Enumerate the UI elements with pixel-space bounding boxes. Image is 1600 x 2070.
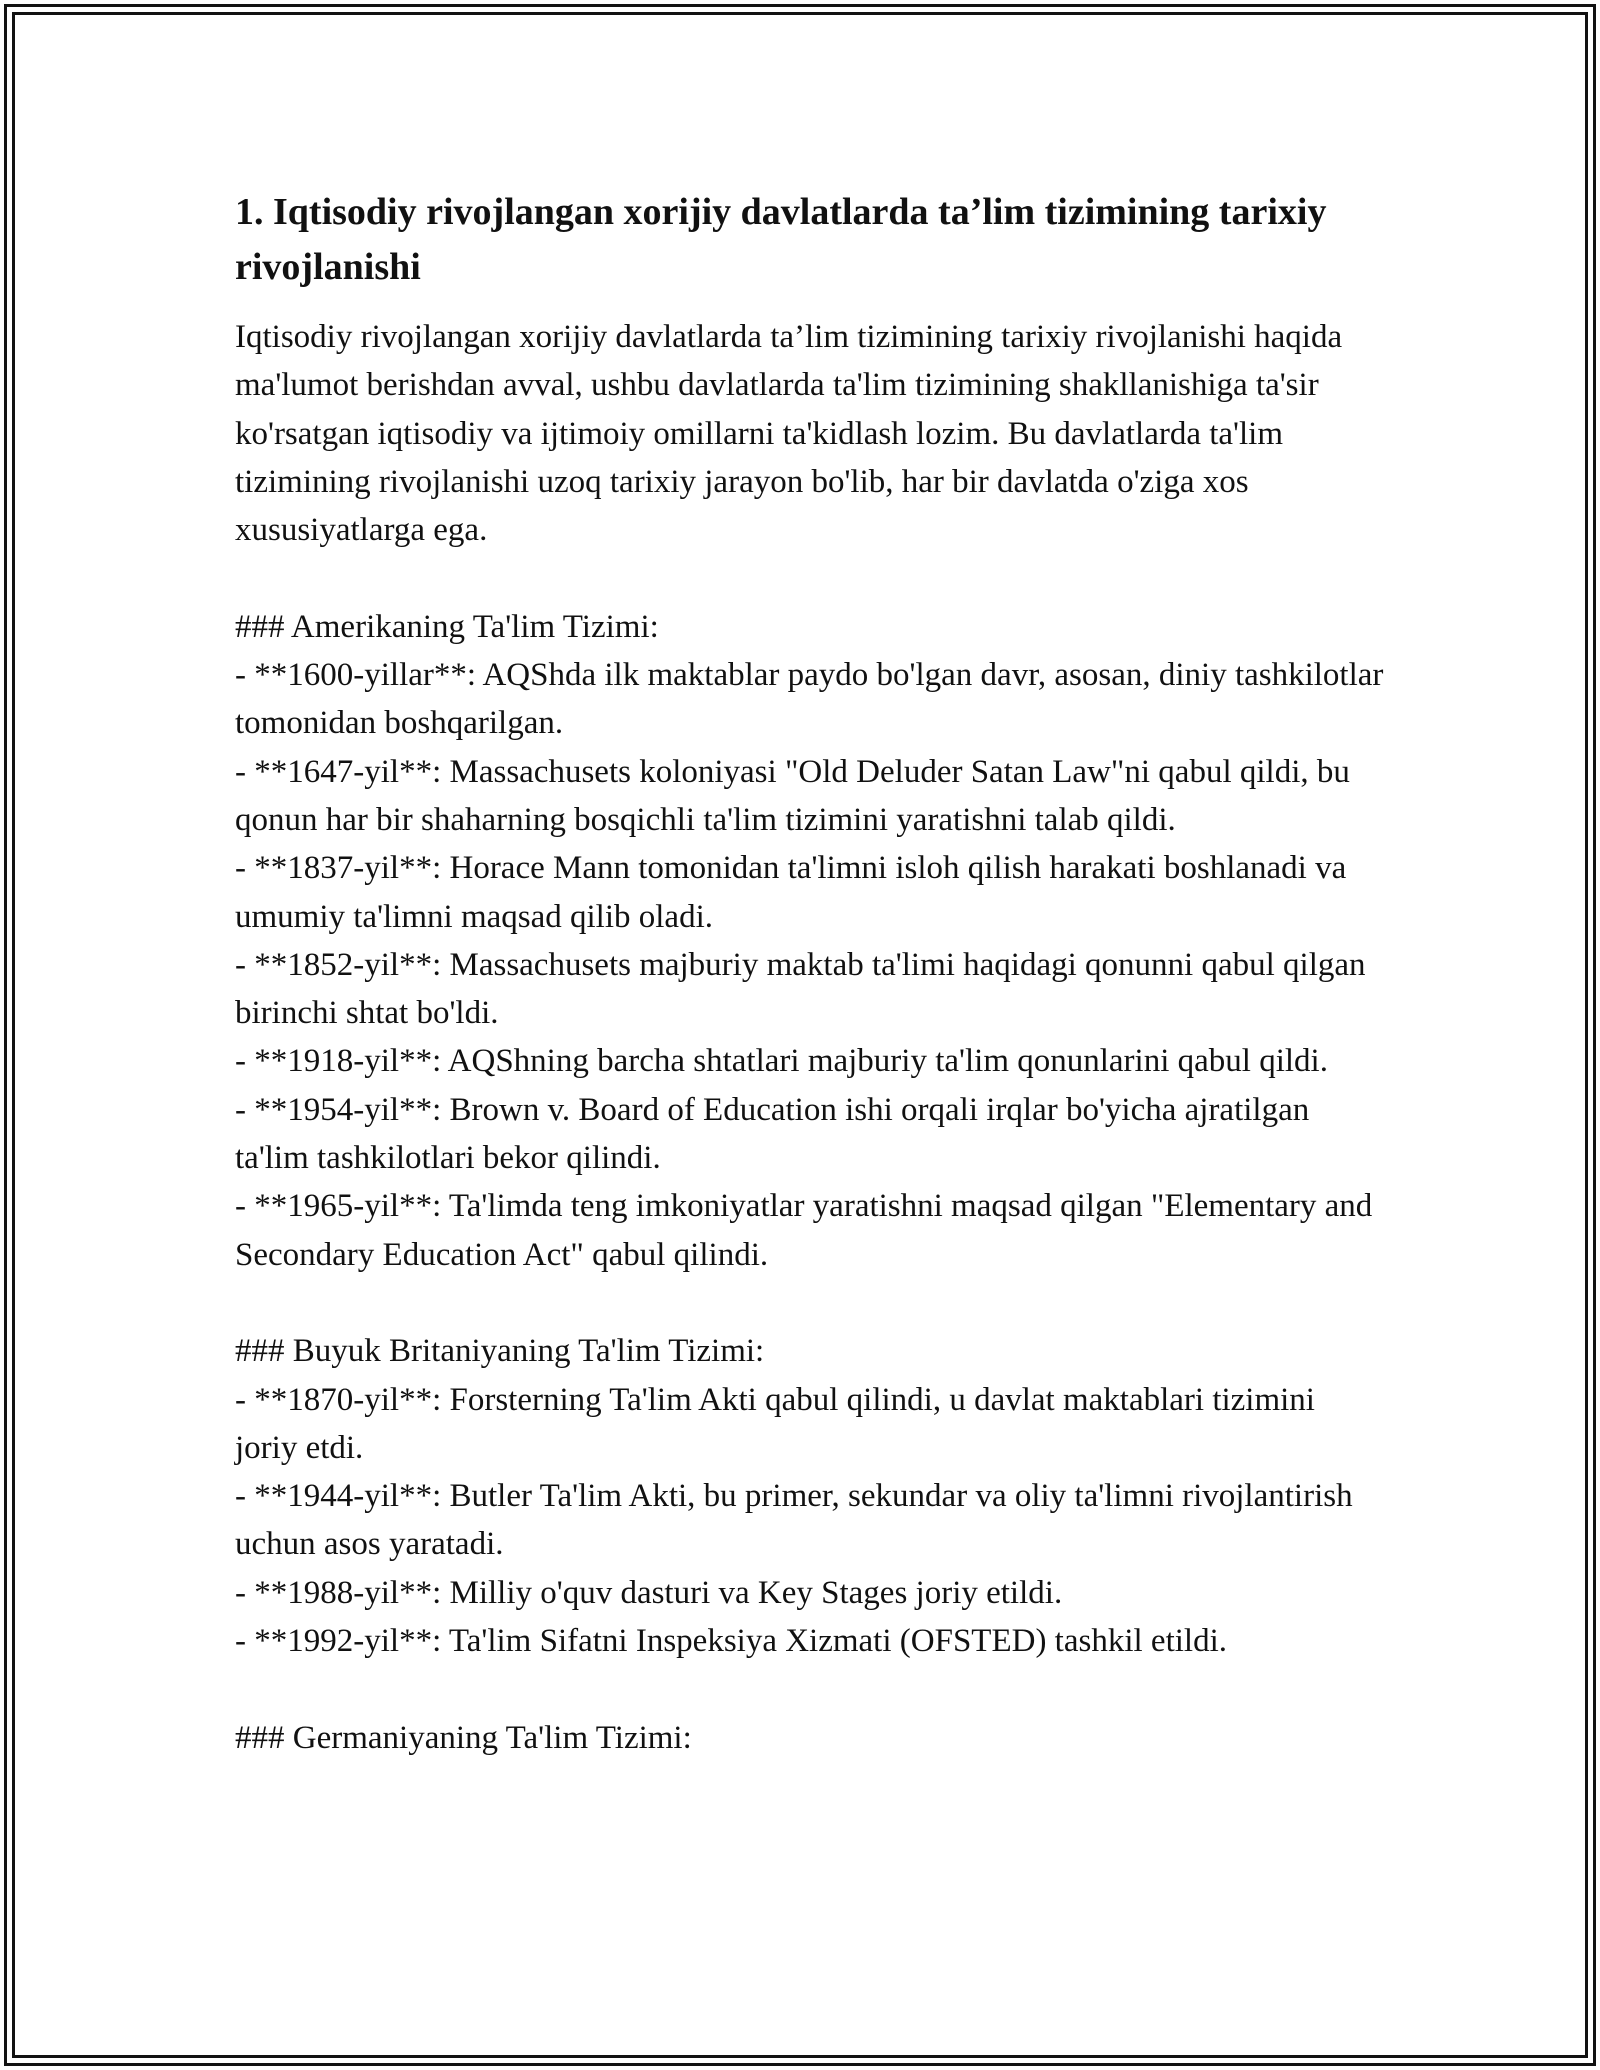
list-item: - **1988-yil**: Milliy o'quv dasturi va Key Stages joriy etildi. — [235, 1574, 1063, 1611]
list-item: - **1944-yil**: Butler Ta'lim Akti, bu primer, sekundar va oliy ta'limni rivojlantirish uchun asos yaratadi. — [235, 1478, 1353, 1563]
list-item: - **1918-yil**: AQShning barcha shtatlari majburiy ta'lim qonunlarini qabul qildi. — [235, 1043, 1328, 1080]
section-germany — [235, 1714, 1385, 1762]
list-item: - **1870-yil**: Forsterning Ta'lim Akti qabul qilindi, u davlat maktablari tizimini joriy etdi. — [235, 1381, 1315, 1466]
section-usa — [235, 603, 1385, 1279]
section-uk — [235, 1327, 1385, 1665]
list-item: - **1992-yil**: Ta'lim Sifatni Inspeksiya Xizmati (OFSTED) tashkil etildi. — [235, 1623, 1227, 1660]
section-heading: ### Germaniyaning Ta'lim Tizimi: — [235, 1719, 692, 1756]
list-item: - **1965-yil**: Ta'limda teng imkoniyatlar yaratishni maqsad qilgan "Elementary and Secondary Education Act" qabul qilindi. — [235, 1188, 1373, 1273]
list-item: - **1600-yillar**: AQShda ilk maktablar paydo bo'lgan davr, asosan, diniy tashkilotlar tomonidan boshqarilgan. — [235, 657, 1384, 742]
intro-paragraph: Iqtisodiy rivojlangan xorijiy davlatlarda ta’lim tizimining tarixiy rivojlanishi haqida ma'lumot berishdan avval, ushbu davlatlarda ta'lim tizimining shakllanishiga ta'sir ko'rsatgan iqtisodiy va ijtimoiy omillarni ta'kidlash lozim. Bu davlatlarda ta'lim tizimining rivojlanishi uzoq tarixiy jarayon bo'lib, har bir davlatda o'ziga xos xususiyatlarga ega. — [235, 319, 1343, 549]
spacer — [235, 554, 1385, 602]
list-item: - **1852-yil**: Massachusets majburiy maktab ta'limi haqidagi qonunni qabul qilgan birinchi shtat bo'ldi. — [235, 946, 1366, 1032]
list-item: - **1954-yil**: Brown v. Board of Education ishi orqali irqlar bo'yicha ajratilgan ta'lim tashkilotlari bekor qilindi. — [235, 1091, 1310, 1177]
spacer — [235, 1279, 1385, 1327]
document-title: 1. Iqtisodiy rivojlangan xorijiy davlatlarda ta’lim tizimining tarixiy rivojlanishi — [235, 191, 1327, 288]
document-page — [235, 185, 1385, 1762]
spacer — [235, 1665, 1385, 1713]
section-heading: ### Buyuk Britaniyaning Ta'lim Tizimi: — [235, 1333, 765, 1370]
list-item: - **1837-yil**: Horace Mann tomonidan ta'limni isloh qilish harakati boshlanadi va umumiy ta'limni maqsad qilib oladi. — [235, 850, 1347, 935]
list-item: - **1647-yil**: Massachusets koloniyasi "Old Deluder Satan Law"ni qabul qildi, bu qonun har bir shaharning bosqichli ta'lim tizimini yaratishni talab qildi. — [235, 753, 1350, 838]
section-heading: ### Amerikaning Ta'lim Tizimi: — [235, 608, 659, 645]
